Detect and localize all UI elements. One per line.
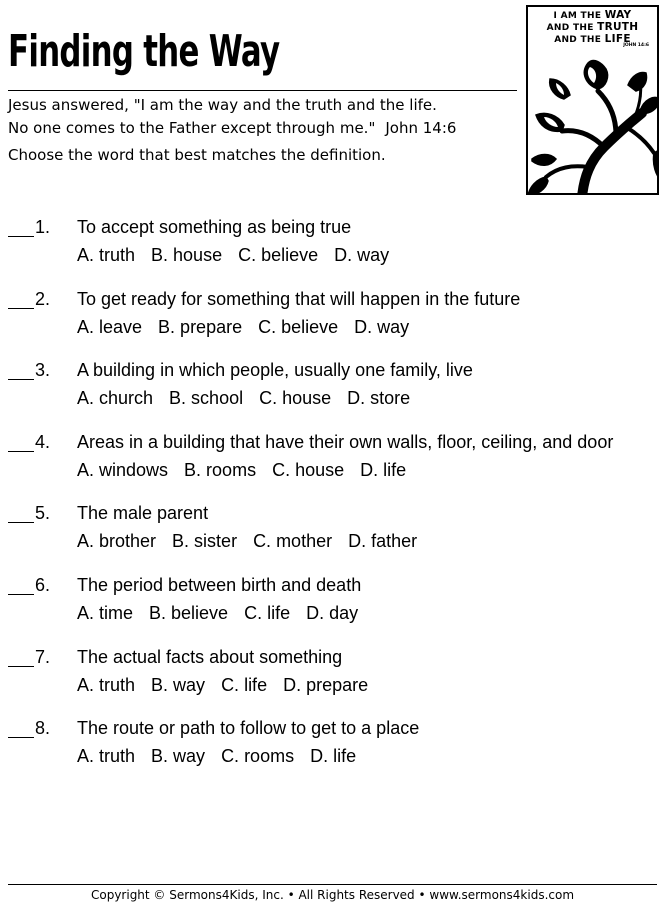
badge-line-2-a: AND THE <box>546 23 594 33</box>
answer-blank[interactable] <box>8 236 34 237</box>
answer-option: C. life <box>221 674 268 695</box>
answer-option: C. house <box>272 459 345 480</box>
answer-blank[interactable] <box>8 737 34 738</box>
answer-blank[interactable] <box>8 308 34 309</box>
copyright-footer: Copyright © Sermons4Kids, Inc. • All Rights Reserved • www.sermons4kids.com <box>90 888 575 902</box>
answer-options <box>77 459 422 481</box>
answer-blank[interactable] <box>8 666 34 667</box>
badge-reference: JOHN 14:6 <box>623 43 649 48</box>
question-number: 8. <box>35 718 51 739</box>
question-definition: A building in which people, usually one family, live <box>77 360 473 381</box>
answer-option: C. rooms <box>221 746 295 767</box>
answer-option: B. sister <box>172 531 238 552</box>
answer-option: A. leave <box>77 316 143 337</box>
badge-line-1-b: WAY <box>604 9 632 21</box>
answer-option: D. way <box>354 316 410 337</box>
question-definition: To get ready for something that will happen in the future <box>77 288 521 309</box>
question-definition: The period between birth and death <box>77 575 362 595</box>
answer-option: B. way <box>151 746 206 767</box>
answer-option: A. truth <box>77 245 136 265</box>
question-definition: The male parent <box>77 503 209 524</box>
question-number: 6. <box>35 575 51 595</box>
answer-option: A. time <box>77 603 134 623</box>
answer-blank[interactable] <box>8 594 34 595</box>
question-number: 7. <box>35 646 51 667</box>
answer-option: D. day <box>306 603 359 623</box>
answer-options <box>77 244 405 266</box>
answer-option: C. believe <box>238 245 319 265</box>
badge-line-3-b: LIFE <box>604 33 631 45</box>
badge-line-2-b: TRUTH <box>597 21 639 33</box>
question-definition: The actual facts about something <box>77 646 343 667</box>
answer-option: C. mother <box>253 531 333 552</box>
answer-option: B. prepare <box>158 316 243 337</box>
title-divider <box>8 90 517 91</box>
question-number: 1. <box>35 217 51 237</box>
question-definition: To accept something as being true <box>77 217 352 237</box>
answer-option: D. life <box>310 746 357 767</box>
question-number: 3. <box>35 360 51 381</box>
answer-option: D. way <box>334 245 390 265</box>
vine-illustration <box>528 49 659 195</box>
answer-blank[interactable] <box>8 522 34 523</box>
answer-blank[interactable] <box>8 379 34 380</box>
answer-option: A. truth <box>77 674 136 695</box>
badge-line-1-a: I AM THE <box>553 11 602 21</box>
worksheet-title: Finding the Way <box>8 26 280 77</box>
question-number: 4. <box>35 431 51 452</box>
answer-options <box>77 674 384 696</box>
answer-option: B. believe <box>149 603 229 623</box>
instruction: Choose the word that best matches the definition. <box>8 146 386 164</box>
verse-line-2 <box>8 117 456 140</box>
intro-text <box>8 94 456 167</box>
badge-line-2 <box>528 22 657 34</box>
answer-option: A. truth <box>77 746 136 767</box>
answer-option: D. store <box>347 388 411 409</box>
footer-divider <box>8 884 657 885</box>
answer-option: B. rooms <box>184 459 257 480</box>
answer-option: A. brother <box>77 531 157 552</box>
answer-option: D. father <box>348 531 418 552</box>
question-number: 5. <box>35 503 51 524</box>
answer-option: C. life <box>244 603 291 623</box>
badge-caption <box>528 10 657 46</box>
verse-badge <box>526 5 659 195</box>
answer-option: A. windows <box>77 459 169 480</box>
answer-option: B. school <box>169 388 244 409</box>
question-number: 2. <box>35 288 51 309</box>
answer-option: D. life <box>360 459 407 480</box>
question-definition: The route or path to follow to get to a place <box>77 718 420 739</box>
verse-line-1: Jesus answered, "I am the way and the truth and the life. <box>8 96 437 114</box>
verse-reference: John 14:6 <box>385 119 457 137</box>
answer-options <box>77 387 426 409</box>
verse-line-2-text: No one comes to the Father except through me." <box>8 119 376 137</box>
answer-options <box>77 745 372 767</box>
answer-option: A. church <box>77 388 154 409</box>
answer-options <box>77 602 374 624</box>
answer-blank[interactable] <box>8 451 34 452</box>
answer-option: C. house <box>259 388 332 409</box>
answer-option: D. prepare <box>283 674 369 695</box>
answer-options <box>77 316 425 338</box>
question-definition: Areas in a building that have their own walls, floor, ceiling, and door <box>77 431 614 452</box>
answer-options <box>77 530 433 552</box>
answer-option: C. believe <box>258 316 339 337</box>
answer-option: B. house <box>151 245 223 265</box>
answer-option: B. way <box>151 674 206 695</box>
badge-line-3-a: AND THE <box>554 35 602 45</box>
